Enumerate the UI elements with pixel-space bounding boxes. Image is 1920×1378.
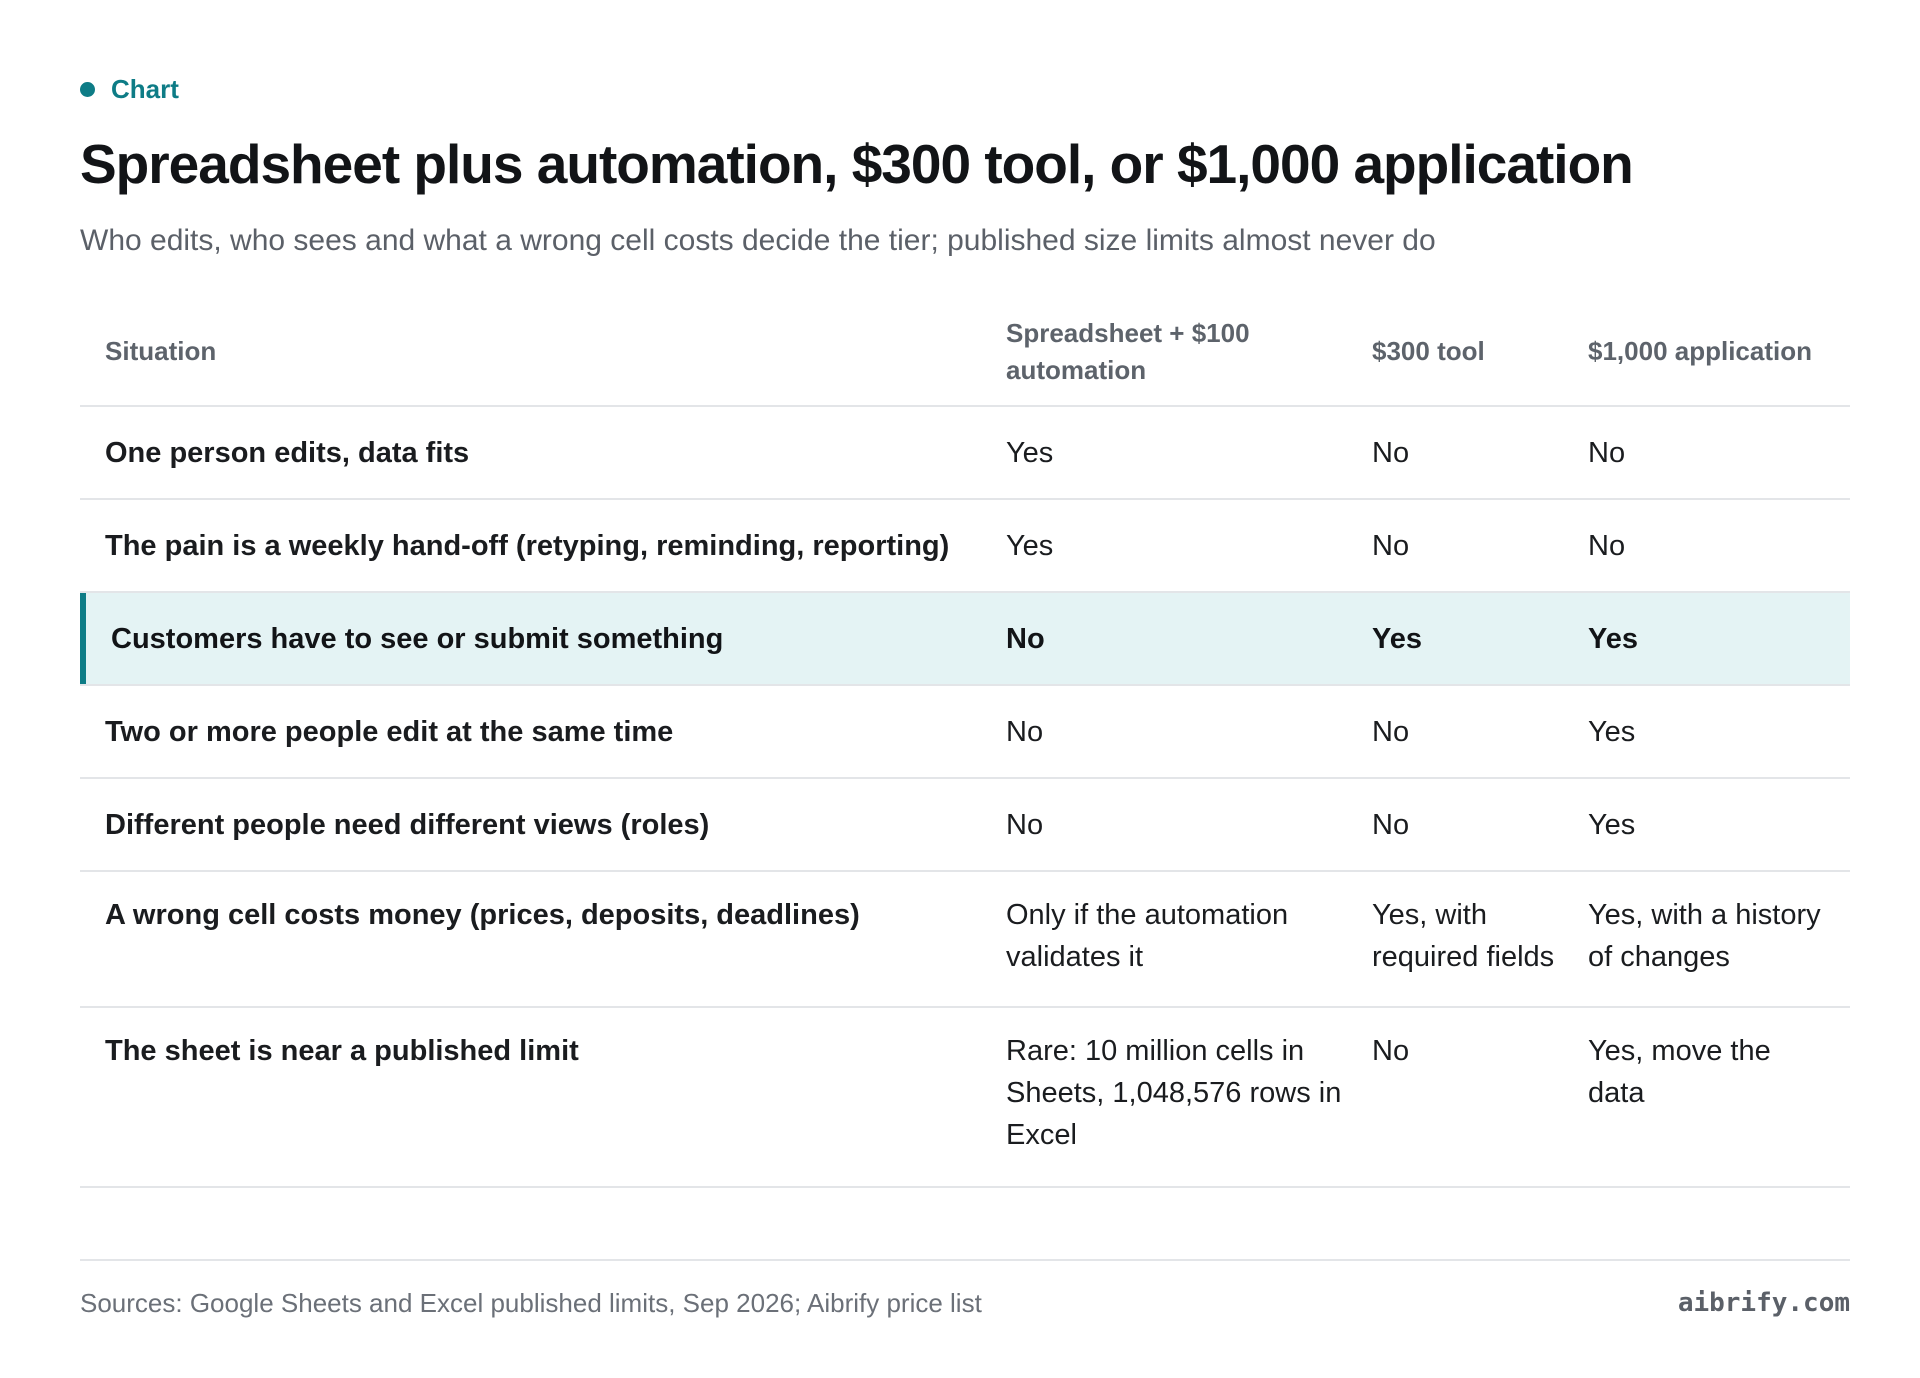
row-label: Different people need different views (roles) (80, 778, 1006, 871)
table-header-row (80, 298, 1850, 406)
comparison-table (80, 298, 1850, 1188)
table-cell: Yes (1588, 685, 1850, 778)
table-cell: Yes (1588, 592, 1850, 685)
table-row (80, 778, 1850, 871)
table-cell: No (1372, 499, 1588, 592)
column-header-situation: Situation (80, 298, 1006, 406)
row-label: One person edits, data fits (80, 406, 1006, 499)
brand-link[interactable]: aibrify.com (1677, 1288, 1850, 1318)
table-row (80, 406, 1850, 499)
source-note: Sources: Google Sheets and Excel published limits, Sep 2026; Aibrify price list (80, 1288, 982, 1318)
table-row-highlighted (80, 592, 1850, 685)
column-header-tool: $300 tool (1372, 298, 1588, 406)
footer-divider (80, 1259, 1850, 1261)
column-header-spreadsheet: Spreadsheet + $100 automation (1006, 298, 1372, 406)
eyebrow (80, 74, 179, 105)
table-cell: No (1372, 1007, 1588, 1187)
table-cell: Yes (1588, 778, 1850, 871)
table-cell: No (1588, 406, 1850, 499)
table-row (80, 499, 1850, 592)
eyebrow-dot-icon (80, 82, 95, 97)
table-cell: No (1588, 499, 1850, 592)
row-label: The sheet is near a published limit (80, 1007, 1006, 1187)
table-row (80, 1007, 1850, 1187)
table-cell: No (1372, 685, 1588, 778)
row-label: Customers have to see or submit something (80, 592, 1006, 685)
table-cell: Yes, move the data (1588, 1007, 1850, 1187)
table-cell: Yes (1006, 499, 1372, 592)
table-row (80, 685, 1850, 778)
table-cell: No (1006, 685, 1372, 778)
table-row (80, 871, 1850, 1007)
table-cell: Yes, with a history of changes (1588, 871, 1850, 1007)
table-cell: Yes (1372, 592, 1588, 685)
page-title: Spreadsheet plus automation, $300 tool, or $1,000 application (80, 133, 1633, 195)
table-cell: Only if the automation validates it (1006, 871, 1372, 1007)
table-cell: Yes (1006, 406, 1372, 499)
table-cell: No (1372, 406, 1588, 499)
page-subtitle: Who edits, who sees and what a wrong cell costs decide the tier; published size limits almost never do (80, 224, 1436, 257)
table-cell: Yes, with required fields (1372, 871, 1588, 1007)
row-label: The pain is a weekly hand-off (retyping, reminding, reporting) (80, 499, 1006, 592)
column-header-application: $1,000 application (1588, 298, 1850, 406)
row-label: A wrong cell costs money (prices, deposits, deadlines) (80, 871, 1006, 1007)
table-cell: Rare: 10 million cells in Sheets, 1,048,576 rows in Excel (1006, 1007, 1372, 1187)
table-cell: No (1372, 778, 1588, 871)
table-cell: No (1006, 778, 1372, 871)
eyebrow-label: Chart (111, 74, 179, 104)
row-label: Two or more people edit at the same time (80, 685, 1006, 778)
table-cell: No (1006, 592, 1372, 685)
